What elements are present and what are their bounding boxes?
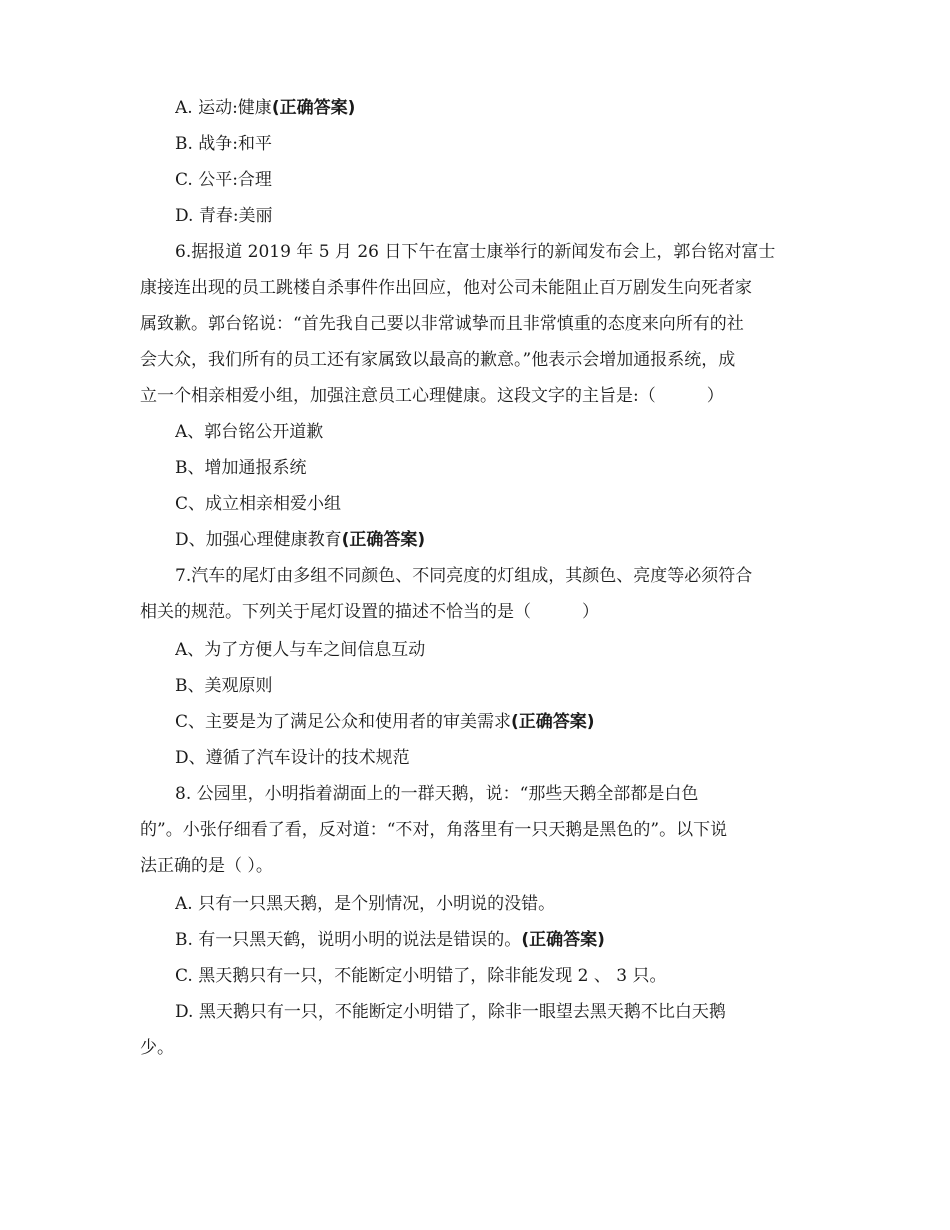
q8-option-d-line2: 少。 (140, 1038, 174, 1058)
q5-option-c: C. 公平:合理 (175, 170, 272, 190)
q5-option-a (175, 90, 815, 126)
q6-option-a: A、郭台铭公开道歉 (175, 422, 324, 442)
q6-stem-line: 康接连出现的员工跳楼自杀事件作出回应，他对公司未能阻止百万剧发生向死者家 (140, 278, 752, 298)
q7-option-c-text: C、主要是为了满足公众和使用者的审美需求 (175, 712, 512, 732)
q6-option-b: B、增加通报系统 (175, 458, 307, 478)
q7-stem-line: 7.汽车的尾灯由多组不同颜色、不同亮度的灯组成，其颜色、亮度等必须符合 (175, 566, 753, 586)
correct-answer-tag: (正确答案) (341, 530, 426, 550)
q7-option-d: D、遵循了汽车设计的技术规范 (175, 748, 410, 768)
q8-option-d-line1: D. 黑天鹅只有一只，不能断定小明错了，除非一眼望去黑天鹅不比白天鹅 (175, 1002, 726, 1022)
q8-option-b (175, 922, 815, 958)
correct-answer-tag: (正确答案) (271, 98, 356, 118)
q8-stem-line: 法正确的是（ ）。 (140, 856, 273, 876)
q6-stem-line: 6.据报道 2019 年 5 月 26 日下午在富士康举行的新闻发布会上，郭台铭对富士 (175, 242, 776, 262)
q5-option-d: D. 青春:美丽 (175, 206, 273, 226)
q6-option-d (175, 522, 815, 558)
q8-stem-line: 的”。小张仔细看了看，反对道：“不对，角落里有一只天鹅是黑色的”。以下说 (140, 820, 728, 840)
q7-stem-line: 相关的规范。下列关于尾灯设置的描述不恰当的是（ ） (140, 602, 599, 622)
q6-stem-line: 会大众，我们所有的员工还有家属致以最高的歉意。”他表示会增加通报系统，成 (140, 350, 736, 370)
q5-option-a-text: A. 运动:健康 (175, 98, 272, 118)
q7-option-a: A、为了方便人与车之间信息互动 (175, 640, 426, 660)
q7-option-b: B、美观原则 (175, 676, 273, 696)
correct-answer-tag: (正确答案) (511, 712, 595, 732)
q5-option-b: B. 战争:和平 (175, 134, 273, 154)
q6-stem-line: 属致歉。郭台铭说：“首先我自己要以非常诚挚而且非常慎重的态度来向所有的社 (140, 314, 744, 334)
q8-option-a: A. 只有一只黑天鹅，是个别情况，小明说的没错。 (175, 894, 556, 914)
q8-option-c: C. 黑天鹅只有一只，不能断定小明错了，除非能发现 2 、 3 只。 (175, 966, 667, 986)
q6-option-d-text: D、加强心理健康教育 (175, 530, 342, 550)
q8-stem-line: 8. 公园里，小明指着湖面上的一群天鹅，说：“那些天鹅全部都是白色 (175, 784, 699, 804)
q6-stem-line: 立一个相亲相爱小组，加强注意员工心理健康。这段文字的主旨是:（ ） (140, 386, 724, 406)
correct-answer-tag: (正确答案) (521, 930, 605, 950)
q7-option-c (175, 704, 815, 740)
q6-option-c: C、成立相亲相爱小组 (175, 494, 342, 514)
q8-option-b-text: B. 有一只黑天鹤，说明小明的说法是错误的。 (175, 930, 522, 950)
